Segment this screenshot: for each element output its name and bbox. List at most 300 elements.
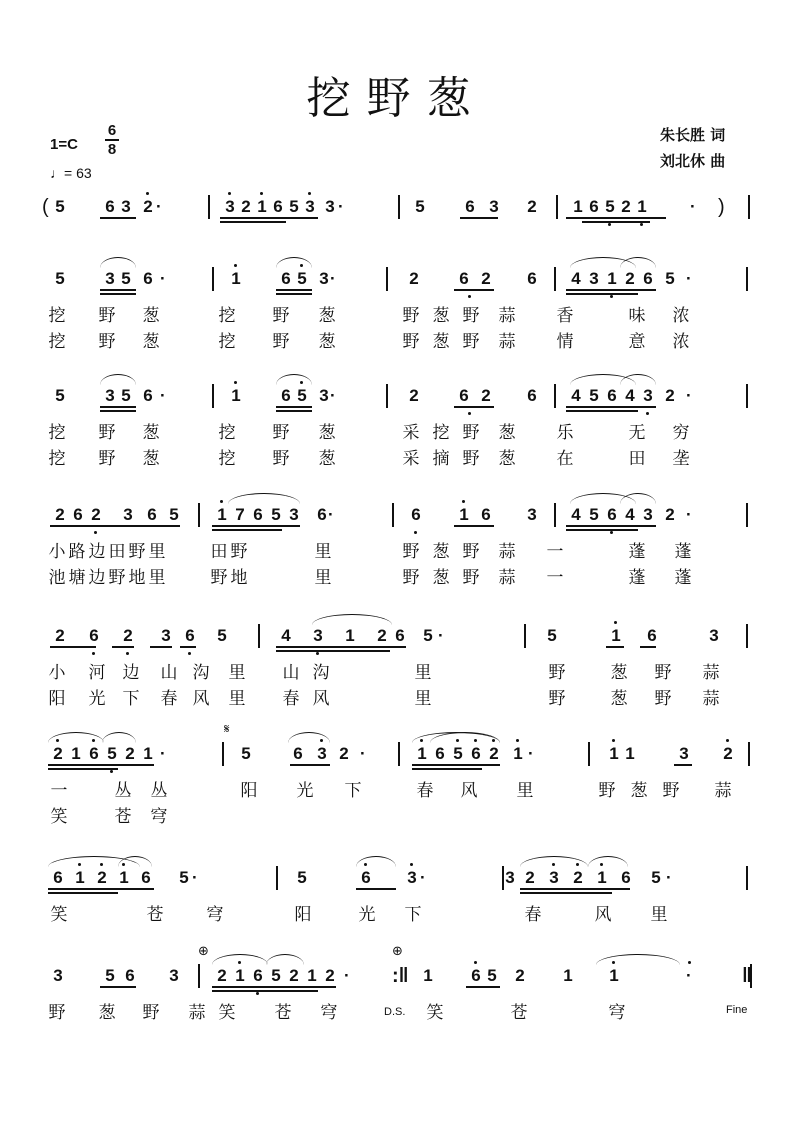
- octave-dot-low: [188, 652, 191, 655]
- rhythm-underline: [220, 217, 318, 219]
- octave-dot-low: [110, 770, 113, 773]
- note: 2: [527, 197, 537, 216]
- lyric-syllable: 挖: [48, 423, 66, 443]
- augmentation-dot: ·: [690, 197, 696, 216]
- lyric-syllable: 穹: [320, 1003, 338, 1023]
- rhythm-underline: [220, 221, 286, 223]
- note: 1: [607, 269, 617, 288]
- lyric-syllable: 葱: [610, 689, 628, 709]
- lyric-syllable: 蒜: [702, 689, 720, 709]
- barline: [222, 742, 224, 766]
- lyric-syllable: 野: [272, 332, 290, 352]
- rhythm-underline: [290, 764, 330, 766]
- lyric-syllable: 笑: [426, 1003, 444, 1023]
- lyric-syllable: 野: [402, 568, 420, 588]
- octave-dot-low: [640, 223, 643, 226]
- lyric-syllable: 边: [122, 663, 140, 683]
- barline: [746, 267, 748, 291]
- lyric-syllable: 葱: [432, 306, 450, 326]
- note: 1: [609, 744, 619, 763]
- note: 5: [271, 966, 281, 985]
- slur: [356, 856, 396, 867]
- lyric-syllable: 野: [654, 689, 672, 709]
- note: 6: [459, 269, 469, 288]
- lyric-syllable: 野: [272, 423, 290, 443]
- lyric-syllable: 苍: [146, 905, 164, 925]
- octave-dot-low: [468, 295, 471, 298]
- lyric-syllable: 野: [462, 423, 480, 443]
- rhythm-underline: [48, 892, 118, 894]
- lyric-syllable: 一: [50, 781, 68, 801]
- note: 6: [73, 505, 83, 524]
- note: 6: [481, 505, 491, 524]
- octave-dot-low: [610, 295, 613, 298]
- note: 6: [395, 626, 405, 645]
- lyric-syllable: 味: [628, 306, 646, 326]
- lyric-syllable: 小: [48, 542, 66, 562]
- lyric-syllable: 挖: [48, 306, 66, 326]
- final-barline: ‖: [742, 965, 752, 987]
- slur: [276, 257, 312, 268]
- barline: [748, 195, 750, 219]
- augmentation-dot: ·: [666, 868, 672, 887]
- augmentation-dot: ·: [528, 744, 534, 763]
- note: 6: [293, 744, 303, 763]
- note: 3: [305, 197, 315, 216]
- octave-dot-high: [234, 264, 237, 267]
- note: 1: [637, 197, 647, 216]
- lyric-syllable: 光: [296, 781, 314, 801]
- note: 3: [643, 505, 653, 524]
- lyric-syllable: 蒜: [498, 306, 516, 326]
- lyric-syllable: 蒜: [702, 663, 720, 683]
- lyric-syllable: 光: [358, 905, 376, 925]
- note: 5: [423, 626, 433, 645]
- note: 2: [123, 626, 133, 645]
- note: 1: [609, 966, 619, 985]
- note: 6: [361, 868, 371, 887]
- lyric-syllable: 下: [404, 905, 422, 925]
- slur: [620, 493, 656, 504]
- lyric-syllable: 阳: [240, 781, 258, 801]
- rhythm-underline: [412, 768, 482, 770]
- augmentation-dot: ·: [328, 505, 334, 524]
- augmentation-dot: ·: [160, 386, 166, 405]
- note: 5: [589, 505, 599, 524]
- note: 3: [505, 868, 515, 887]
- lyric-syllable: 边: [88, 542, 106, 562]
- lyric-syllable: 小: [48, 663, 66, 683]
- note: 5: [297, 269, 307, 288]
- rhythm-underline: [566, 525, 656, 527]
- segno-sign: 𝄋: [224, 722, 230, 737]
- lyric-syllable: 野: [548, 663, 566, 683]
- lyric-syllable: 野: [662, 781, 680, 801]
- time-signature-top: 6: [107, 122, 117, 139]
- lyric-syllable: 阳: [294, 905, 312, 925]
- lyric-syllable: 情: [556, 332, 574, 352]
- rhythm-underline: [566, 529, 638, 531]
- rhythm-underline: [466, 986, 500, 988]
- note: 1: [143, 744, 153, 763]
- lyric-syllable: 里: [516, 781, 534, 801]
- rhythm-underline: [276, 289, 312, 291]
- augmentation-dot: ·: [686, 505, 692, 524]
- rhythm-underline: [100, 289, 136, 291]
- note: 5: [217, 626, 227, 645]
- note: 2: [55, 626, 65, 645]
- note: 6: [471, 966, 481, 985]
- lyric-syllable: 葱: [318, 449, 336, 469]
- rhythm-underline: [50, 525, 180, 527]
- lyric-syllable: 蓬: [674, 568, 692, 588]
- note: 6: [105, 197, 115, 216]
- barline: [748, 742, 750, 766]
- barline: [212, 384, 214, 408]
- lyric-syllable: 葱: [142, 423, 160, 443]
- lyric-syllable: 葱: [318, 332, 336, 352]
- note: 2: [97, 868, 107, 887]
- barline: [554, 384, 556, 408]
- octave-dot-high: [308, 192, 311, 195]
- note: 6: [141, 868, 151, 887]
- octave-dot-low: [414, 531, 417, 534]
- note: 5: [547, 626, 557, 645]
- song-title: 挖野葱: [306, 73, 487, 124]
- octave-dot-low: [316, 652, 319, 655]
- lyric-syllable: 山: [160, 663, 178, 683]
- barline: [258, 624, 260, 648]
- note: 1: [625, 744, 635, 763]
- octave-dot-high: [462, 500, 465, 503]
- note: 3: [161, 626, 171, 645]
- note: 3: [589, 269, 599, 288]
- lyric-syllable: 阳: [48, 689, 66, 709]
- lyric-syllable: 挖: [432, 423, 450, 443]
- lyric-syllable: 田: [210, 542, 228, 562]
- augmentation-dot: ·: [344, 966, 350, 985]
- note: 1: [513, 744, 523, 763]
- note: 6: [589, 197, 599, 216]
- note: 2: [217, 966, 227, 985]
- barline: [212, 267, 214, 291]
- lyric-syllable: 无: [628, 423, 646, 443]
- octave-dot-low: [610, 531, 613, 534]
- lyric-syllable: 笑: [50, 807, 68, 827]
- note: 5: [169, 505, 179, 524]
- note: 3: [317, 744, 327, 763]
- lyric-syllable: 里: [314, 568, 332, 588]
- note: 5: [297, 386, 307, 405]
- note: 4: [571, 269, 581, 288]
- lyric-syllable: 里: [228, 663, 246, 683]
- lyric-syllable: 野: [462, 306, 480, 326]
- barline: [386, 267, 388, 291]
- repeat-sign: :‖: [392, 965, 409, 987]
- lyric-syllable: 丛: [150, 781, 168, 801]
- note: 5: [55, 197, 65, 216]
- note: 3: [225, 197, 235, 216]
- rhythm-underline: [566, 217, 666, 219]
- lyric-syllable: 风: [312, 689, 330, 709]
- lyricist-credit: 朱长胜 词: [660, 126, 726, 144]
- lyric-syllable: 穹: [150, 807, 168, 827]
- note: 2: [125, 744, 135, 763]
- note: 1: [231, 386, 241, 405]
- note: 5: [271, 505, 281, 524]
- barline: [556, 195, 558, 219]
- augmentation-dot: ·: [686, 966, 692, 985]
- barline: [524, 624, 526, 648]
- lyric-syllable: 池: [48, 568, 66, 588]
- lyric-syllable: 一: [546, 542, 564, 562]
- slur: [588, 856, 628, 867]
- note: 1: [119, 868, 129, 887]
- slur: [228, 493, 300, 504]
- rhythm-underline: [454, 289, 494, 291]
- augmentation-dot: ·: [338, 197, 344, 216]
- lyric-syllable: 地: [230, 568, 248, 588]
- lyric-syllable: 挖: [218, 332, 236, 352]
- note: 6: [125, 966, 135, 985]
- lyric-syllable: 苍: [510, 1003, 528, 1023]
- note: 6: [281, 386, 291, 405]
- note: 1: [573, 197, 583, 216]
- rhythm-underline: [112, 646, 134, 648]
- note: 3: [527, 505, 537, 524]
- note: 6: [253, 966, 263, 985]
- rhythm-underline: [412, 764, 500, 766]
- slur: [266, 954, 304, 965]
- augmentation-dot: ·: [686, 386, 692, 405]
- lyric-syllable: 蓬: [628, 568, 646, 588]
- lyric-syllable: 野: [108, 568, 126, 588]
- octave-dot-high: [516, 739, 519, 742]
- note: 6: [253, 505, 263, 524]
- rhythm-underline: [48, 768, 118, 770]
- note: 1: [611, 626, 621, 645]
- note: 1: [345, 626, 355, 645]
- note: 2: [489, 744, 499, 763]
- lyric-syllable: 采: [402, 449, 420, 469]
- barline: [502, 866, 504, 890]
- time-signature-bottom: 8: [107, 141, 117, 158]
- augmentation-dot: ·: [160, 269, 166, 288]
- octave-dot-low: [94, 531, 97, 534]
- note: 5: [453, 744, 463, 763]
- note: 6: [89, 744, 99, 763]
- note: 3: [489, 197, 499, 216]
- rhythm-underline: [100, 406, 136, 408]
- slur: [620, 374, 656, 385]
- intro-close-paren: ): [718, 196, 725, 218]
- lyric-syllable: 河: [88, 663, 106, 683]
- rhythm-underline: [100, 410, 136, 412]
- note: 1: [597, 868, 607, 887]
- note: 2: [665, 505, 675, 524]
- note: 6: [185, 626, 195, 645]
- lyric-syllable: 野: [462, 449, 480, 469]
- lyric-syllable: 乐: [556, 423, 574, 443]
- lyric-syllable: 春: [282, 689, 300, 709]
- lyric-syllable: 垄: [672, 449, 690, 469]
- rhythm-underline: [520, 892, 612, 894]
- slur: [212, 954, 268, 965]
- slur: [100, 374, 136, 385]
- note: 5: [487, 966, 497, 985]
- note: 6: [527, 269, 537, 288]
- rhythm-underline: [50, 646, 96, 648]
- octave-dot-low: [126, 652, 129, 655]
- barline: [198, 964, 200, 988]
- lyric-syllable: 里: [148, 568, 166, 588]
- lyric-syllable: 挖: [218, 306, 236, 326]
- note: 6: [411, 505, 421, 524]
- note: 6: [607, 505, 617, 524]
- rhythm-underline: [454, 525, 494, 527]
- slur: [102, 732, 136, 743]
- rhythm-underline: [180, 646, 196, 648]
- note: 5: [105, 966, 115, 985]
- lyric-syllable: 挖: [218, 423, 236, 443]
- lyric-syllable: 野: [230, 542, 248, 562]
- lyric-syllable: 野: [272, 449, 290, 469]
- note: 3: [709, 626, 719, 645]
- note: 3: [549, 868, 559, 887]
- augmentation-dot: ·: [156, 197, 162, 216]
- lyric-syllable: 摘: [432, 449, 450, 469]
- lyric-syllable: 葱: [318, 306, 336, 326]
- rhythm-underline: [48, 888, 154, 890]
- slur: [312, 614, 392, 625]
- rhythm-underline: [212, 986, 336, 988]
- rhythm-underline: [582, 221, 650, 223]
- note: 4: [625, 386, 635, 405]
- lyric-syllable: 塘: [68, 568, 86, 588]
- note: 5: [179, 868, 189, 887]
- rhythm-underline: [276, 650, 390, 652]
- note: 6: [459, 386, 469, 405]
- rhythm-underline: [100, 217, 136, 219]
- ds-marking: D.S.: [384, 1006, 406, 1018]
- lyric-syllable: 春: [524, 905, 542, 925]
- lyric-syllable: 笑: [218, 1003, 236, 1023]
- note: 6: [143, 269, 153, 288]
- note: 5: [55, 269, 65, 288]
- rhythm-underline: [276, 293, 312, 295]
- rhythm-underline: [276, 410, 312, 412]
- lyric-syllable: 春: [416, 781, 434, 801]
- lyric-syllable: 浓: [672, 332, 690, 352]
- lyric-syllable: 葱: [432, 332, 450, 352]
- lyric-syllable: 山: [282, 663, 300, 683]
- barline: [554, 267, 556, 291]
- note: 4: [571, 505, 581, 524]
- lyric-syllable: 风: [460, 781, 478, 801]
- note: 3: [407, 868, 417, 887]
- note: 6: [317, 505, 327, 524]
- augmentation-dot: ·: [330, 269, 336, 288]
- octave-dot-low: [646, 412, 649, 415]
- lyric-syllable: 里: [148, 542, 166, 562]
- note: 2: [55, 505, 65, 524]
- lyric-syllable: 意: [628, 332, 646, 352]
- intro-open-paren: (: [42, 196, 49, 218]
- note: 1: [217, 505, 227, 524]
- note: 1: [307, 966, 317, 985]
- note: 3: [169, 966, 179, 985]
- note: 3: [319, 269, 329, 288]
- octave-dot-high: [474, 961, 477, 964]
- note: 3: [643, 386, 653, 405]
- octave-dot-high: [146, 192, 149, 195]
- note: 6: [143, 386, 153, 405]
- rhythm-underline: [150, 646, 172, 648]
- rhythm-underline: [566, 406, 656, 408]
- note: 5: [107, 744, 117, 763]
- note: 1: [257, 197, 267, 216]
- lyric-syllable: 挖: [48, 449, 66, 469]
- barline: [392, 503, 394, 527]
- lyric-syllable: 葱: [432, 542, 450, 562]
- note: 2: [515, 966, 525, 985]
- note: 2: [409, 386, 419, 405]
- lyric-syllable: 葱: [498, 423, 516, 443]
- lyric-syllable: 采: [402, 423, 420, 443]
- barline: [746, 866, 748, 890]
- note: 2: [625, 269, 635, 288]
- rhythm-underline: [100, 293, 136, 295]
- note: 6: [89, 626, 99, 645]
- lyric-syllable: 里: [650, 905, 668, 925]
- note: 3: [53, 966, 63, 985]
- lyric-syllable: 挖: [48, 332, 66, 352]
- note: 3: [105, 269, 115, 288]
- rhythm-underline: [460, 217, 498, 219]
- note: 1: [231, 269, 241, 288]
- coda-sign: ⊕: [198, 944, 209, 959]
- rhythm-underline: [356, 888, 396, 890]
- note: 1: [71, 744, 81, 763]
- lyric-syllable: 野: [272, 306, 290, 326]
- lyric-syllable: 蒜: [498, 568, 516, 588]
- lyric-syllable: 蒜: [714, 781, 732, 801]
- note: 5: [297, 868, 307, 887]
- lyric-syllable: 穷: [672, 423, 690, 443]
- rhythm-underline: [566, 410, 638, 412]
- note: 5: [55, 386, 65, 405]
- composer-credit: 刘北休 曲: [660, 152, 726, 170]
- note: 2: [339, 744, 349, 763]
- note: 2: [53, 744, 63, 763]
- note: 7: [235, 505, 245, 524]
- slur: [276, 374, 312, 385]
- rhythm-underline: [100, 986, 136, 988]
- lyric-syllable: 边: [88, 568, 106, 588]
- lyric-syllable: 野: [128, 542, 146, 562]
- note: 5: [605, 197, 615, 216]
- note: 2: [377, 626, 387, 645]
- rhythm-underline: [212, 990, 318, 992]
- barline: [746, 503, 748, 527]
- rhythm-underline: [48, 764, 154, 766]
- rhythm-underline: [566, 293, 638, 295]
- lyric-syllable: 葱: [318, 423, 336, 443]
- lyric-syllable: 下: [344, 781, 362, 801]
- note: 6: [273, 197, 283, 216]
- lyric-syllable: 里: [228, 689, 246, 709]
- rhythm-underline: [520, 888, 630, 890]
